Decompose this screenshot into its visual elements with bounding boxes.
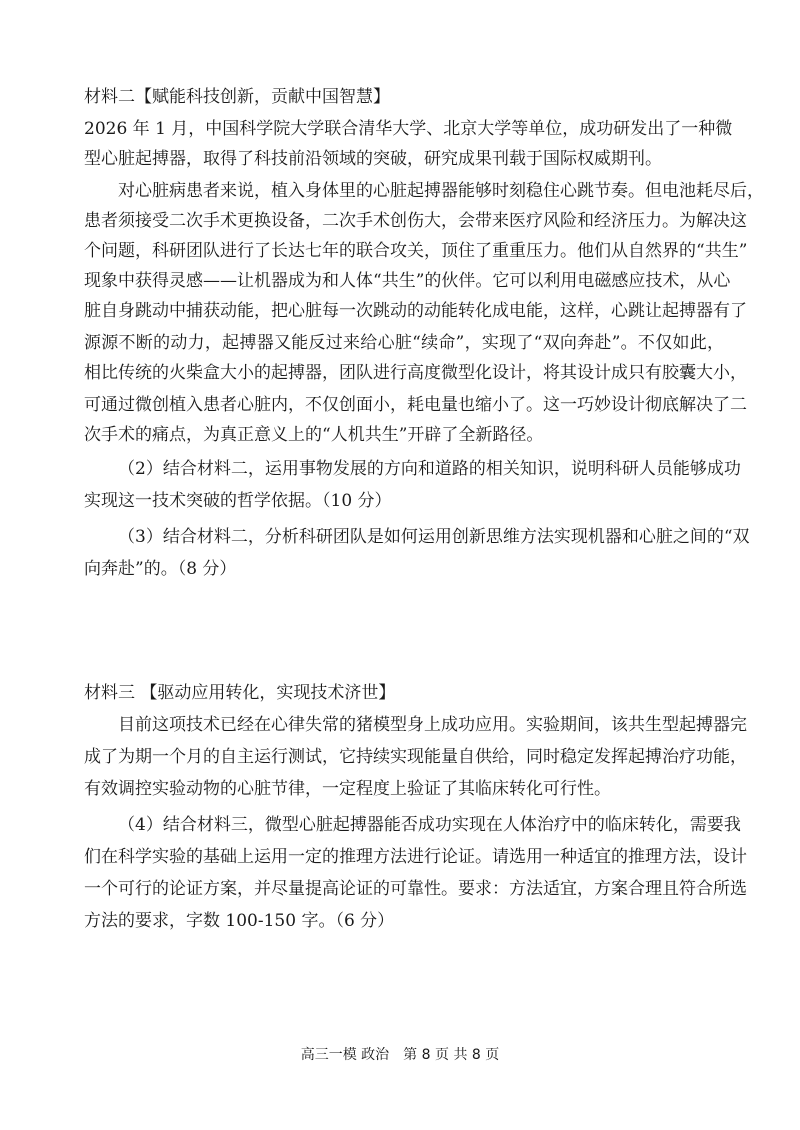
question4-line: （4）结合材料三，微型心脏起搏器能否成功实现在人体治疗中的临床转化，需要我 <box>118 815 741 835</box>
question4-line: 一个可行的论证方案，并尽量提高论证的可靠性。要求：方法适宜，方案合理且符合所选 <box>84 879 747 899</box>
material3-title: 材料三 【驱动应用转化，实现技术济世】 <box>84 683 396 703</box>
material2-title: 材料二【赋能科技创新，贡献中国智慧】 <box>84 87 390 107</box>
material2-paragraph2-line: 可通过微创植入患者心脏内，不仅创面小，耗电量也缩小了。这一巧妙设计彻底解决了二 <box>84 395 747 415</box>
question4-line: 方法的要求，字数 100-150 字。（6 分） <box>84 911 395 931</box>
question3-line: （3）结合材料二，分析科研团队是如何运用创新思维方法实现机器和心脏之间的“双 <box>118 527 750 547</box>
material2-paragraph2-line: 对心脏病患者来说，植入身体里的心脏起搏器能够时刻稳住心跳节奏。但电池耗尽后， <box>118 181 764 201</box>
material2-paragraph2-line: 个问题，科研团队进行了长达七年的联合攻关，顶住了重重压力。他们从自然界的“共生” <box>84 241 748 261</box>
question2-line: 实现这一技术突破的哲学依据。（10 分） <box>84 491 392 511</box>
page-footer: 高三一模 政治 第 8 页 共 8 页 <box>300 1047 500 1063</box>
material2-paragraph2-line: 脏自身跳动中捕获动能，把心脏每一次跳动的动能转化成电能，这样，心跳让起搏器有了 <box>84 301 747 321</box>
question4-line: 们在科学实验的基础上运用一定的推理方法进行论证。请选用一种适宜的推理方法，设计 <box>84 847 747 867</box>
material2-paragraph2-line: 患者须接受二次手术更换设备，二次手术创伤大，会带来医疗风险和经济压力。为解决这 <box>84 211 747 231</box>
material2-paragraph1-line: 型心脏起搏器，取得了科技前沿领域的突破，研究成果刊载于国际权威期刊。 <box>84 149 662 169</box>
material2-paragraph2-line: 次手术的痛点，为真正意义上的“人机共生”开辟了全新路径。 <box>84 425 544 445</box>
material2-paragraph2-line: 相比传统的火柴盒大小的起搏器，团队进行高度微型化设计，将其设计成只有胶囊大小， <box>84 363 747 383</box>
material3-paragraph1-line: 目前这项技术已经在心律失常的猪模型身上成功应用。实验期间，该共生型起搏器完 <box>118 715 747 735</box>
question3-line: 向奔赴”的。（8 分） <box>84 559 237 579</box>
material3-paragraph1-line: 成了为期一个月的自主运行测试，它持续实现能量自供给，同时稳定发挥起搏治疗功能， <box>84 747 747 767</box>
material2-paragraph1-line: 2026 年 1 月，中国科学院大学联合清华大学、北京大学等单位，成功研发出了一种微 <box>84 119 733 139</box>
material3-paragraph1-line: 有效调控实验动物的心脏节律，一定程度上验证了其临床转化可行性。 <box>84 779 611 799</box>
material2-paragraph2-line: 源源不断的动力，起搏器又能反过来给心脏“续命”，实现了“双向奔赴”。不仅如此， <box>84 333 724 353</box>
question2-line: （2）结合材料二，运用事物发展的方向和道路的相关知识，说明科研人员能够成功 <box>118 459 741 479</box>
material2-paragraph2-line: 现象中获得灵感——让机器成为和人体“共生”的伙伴。它可以利用电磁感应技术，从心 <box>84 271 731 291</box>
